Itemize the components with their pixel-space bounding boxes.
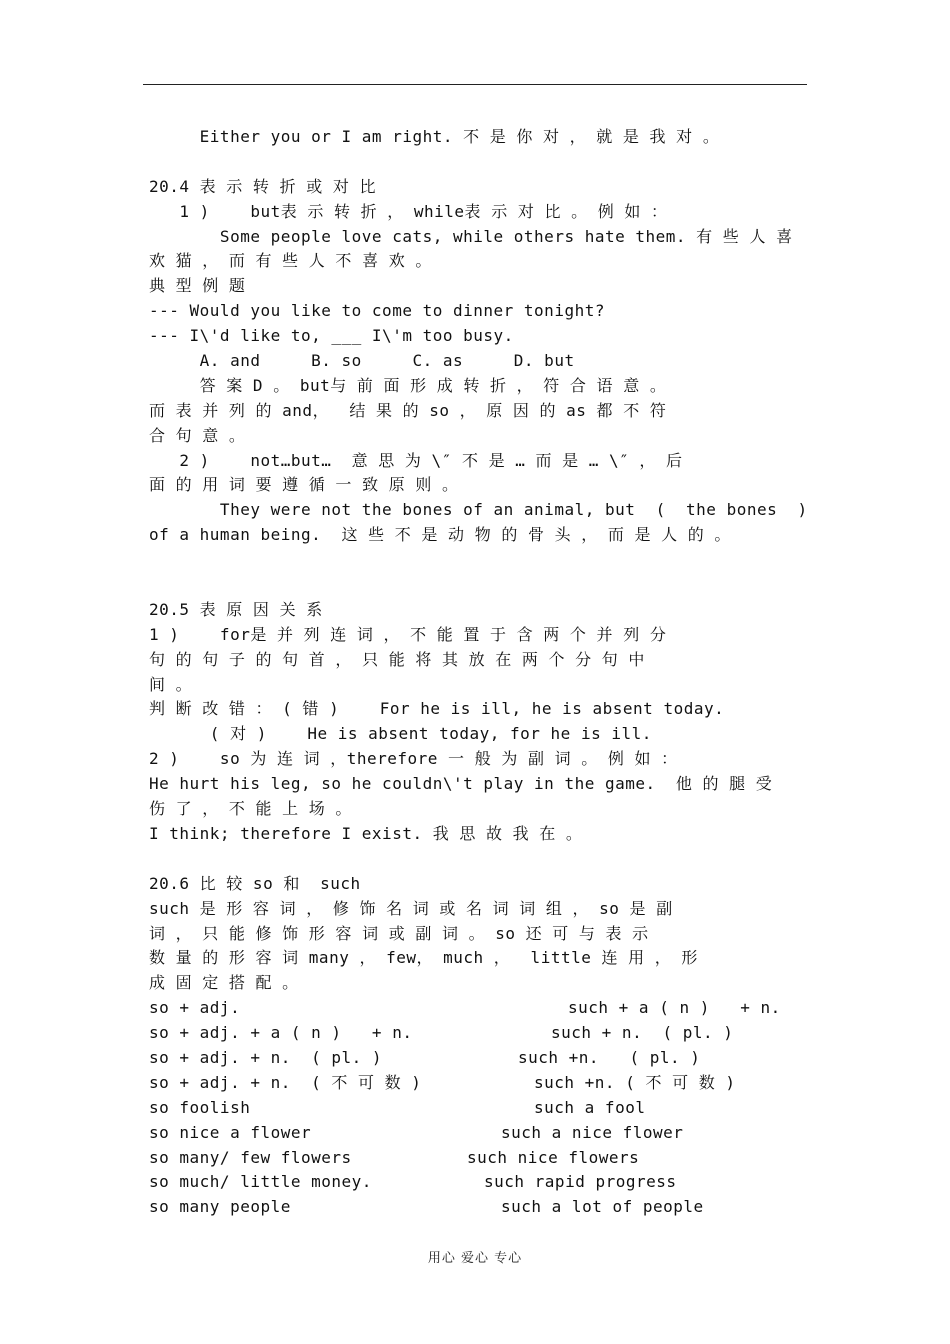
- text-line: They were not the bones of an animal, but ( the bones ): [149, 500, 808, 520]
- text-line: ( 对 ) He is absent today, for he is ill.: [149, 724, 652, 744]
- text-line: such 是 形 容 词 ， 修 饰 名 词 或 名 词 词 组 ， so 是 副: [149, 898, 673, 918]
- so-pattern: so + adj. + a ( n ) + n.: [149, 1023, 413, 1043]
- answer-options: A. and B. so C. as D. but: [149, 351, 575, 371]
- blank-line: [149, 573, 819, 598]
- comparison-row: [149, 1046, 819, 1071]
- text-line: He hurt his leg, so he couldn\'t play in the game. 他 的 腿 受: [149, 774, 773, 794]
- such-pattern: such rapid progress: [484, 1172, 677, 1192]
- so-pattern: so + adj. + n. ( 不 可 数 ): [149, 1072, 422, 1092]
- so-pattern: so many people: [149, 1197, 291, 1217]
- comparison-row: [149, 1096, 819, 1121]
- such-pattern: such +n. ( pl. ): [518, 1047, 701, 1067]
- text-line: 句 的 句 子 的 句 首 ， 只 能 将 其 放 在 两 个 分 句 中: [149, 649, 645, 669]
- text-line: 伤 了 ， 不 能 上 场 。: [149, 799, 352, 819]
- such-pattern: such + a ( n ) + n.: [568, 998, 781, 1018]
- text-line: Either you or I am right. 不 是 你 对 ， 就 是 我 对 。: [149, 127, 720, 146]
- such-pattern: such + n. ( pl. ): [551, 1023, 734, 1043]
- comparison-row: [149, 1021, 819, 1046]
- text-line: 典 型 例 题: [149, 276, 246, 296]
- header-rule: [143, 84, 807, 85]
- comparison-row: [149, 1146, 819, 1171]
- so-pattern: so + adj.: [149, 998, 241, 1018]
- text-line: 而 表 并 列 的 and， 结 果 的 so ， 原 因 的 as 都 不 符: [149, 400, 667, 420]
- such-pattern: such a fool: [534, 1097, 646, 1117]
- comparison-row: [149, 1170, 819, 1195]
- text-line: 2 ) so 为 连 词 ，therefore 一 般 为 副 词 。 例 如 ：: [149, 749, 678, 769]
- comparison-row: [149, 1071, 819, 1096]
- so-pattern: so nice a flower: [149, 1122, 312, 1142]
- text-line: 面 的 用 词 要 遵 循 一 致 原 则 。: [149, 475, 459, 495]
- text-line: 2 ) not…but… 意 思 为 \″ 不 是 … 而 是 … \″ ， 后: [149, 450, 683, 470]
- text-line: 1 ) but表 示 转 折 ， while表 示 对 比 。 例 如 ：: [149, 201, 668, 221]
- comparison-row: [149, 1195, 819, 1220]
- text-line: --- I\'d like to, ___ I\'m too busy.: [149, 326, 514, 346]
- text-line: of a human being. 这 些 不 是 动 物 的 骨 头 ， 而 是 人 的 。: [149, 525, 731, 545]
- such-pattern: such +n. ( 不 可 数 ): [534, 1072, 736, 1092]
- so-pattern: so + adj. + n. ( pl. ): [149, 1047, 383, 1067]
- section-heading-20-6: 20.6 比 较 so 和 such: [149, 873, 361, 893]
- section-heading-20-4: 20.4 表 示 转 折 或 对 比: [149, 176, 376, 196]
- page-footer: 用心 爱心 专心: [427, 1251, 523, 1266]
- document-body: [149, 125, 819, 1220]
- text-line: 词 ， 只 能 修 饰 形 容 词 或 副 词 。 so 还 可 与 表 示: [149, 923, 649, 943]
- text-line: 数 量 的 形 容 词 many ， few， much ， little 连 用 ， 形: [149, 948, 698, 968]
- text-line: I think; therefore I exist. 我 思 故 我 在 。: [149, 823, 583, 843]
- so-pattern: so many/ few flowers: [149, 1147, 352, 1167]
- blank-line: [149, 150, 819, 175]
- text-line: Some people love cats, while others hate them. 有 些 人 喜: [149, 226, 793, 246]
- comparison-row: [149, 996, 819, 1021]
- text-line: 1 ) for是 并 列 连 词 ， 不 能 置 于 含 两 个 并 列 分: [149, 624, 667, 644]
- text-line: 判 断 改 错 ： ( 错 ) For he is ill, he is absent today.: [149, 699, 725, 719]
- blank-line: [149, 847, 819, 872]
- section-heading-20-5: 20.5 表 原 因 关 系: [149, 599, 323, 619]
- text-line: 合 句 意 。: [149, 425, 246, 445]
- text-line: 成 固 定 搭 配 。: [149, 973, 299, 993]
- text-line: --- Would you like to come to dinner tonight?: [149, 301, 605, 321]
- so-pattern: so foolish: [149, 1097, 251, 1117]
- text-line: 间 。: [149, 674, 193, 694]
- such-pattern: such a nice flower: [501, 1122, 684, 1142]
- such-pattern: such a lot of people: [501, 1197, 704, 1217]
- such-pattern: such nice flowers: [467, 1147, 640, 1167]
- comparison-row: [149, 1121, 819, 1146]
- text-line: 答 案 D 。 but与 前 面 形 成 转 折 ， 符 合 语 意 。: [149, 375, 667, 395]
- text-line: 欢 猫 ， 而 有 些 人 不 喜 欢 。: [149, 251, 432, 271]
- blank-line: [149, 548, 819, 573]
- so-pattern: so much/ little money.: [149, 1172, 372, 1192]
